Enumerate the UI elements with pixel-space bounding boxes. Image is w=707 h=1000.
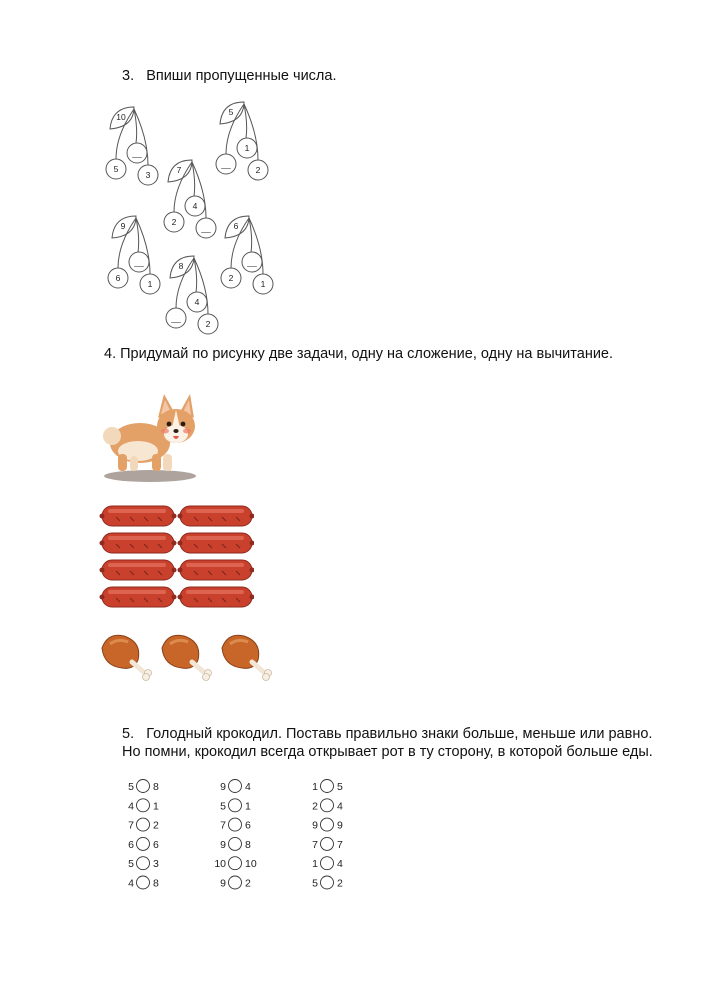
comparison-item <box>128 837 159 851</box>
cherry-leaf-value: 7 <box>176 165 182 175</box>
cherry-circle-value[interactable]: __ <box>201 223 211 233</box>
comparison-sign-circle[interactable] <box>321 799 334 812</box>
comparison-sign-circle[interactable] <box>137 799 150 812</box>
comparison-right-number: 7 <box>337 838 343 851</box>
comparison-item <box>128 780 159 794</box>
comparison-sign-circle[interactable] <box>137 818 150 831</box>
comparison-sign-circle[interactable] <box>229 818 242 831</box>
comparison-right-number: 9 <box>337 819 343 832</box>
comparison-right-number: 8 <box>153 781 159 793</box>
comparison-item <box>220 818 251 832</box>
comparison-right-number: 8 <box>245 838 251 851</box>
cherry-circle-value: 2 <box>171 217 177 227</box>
task-5-line-2: Но помни, крокодил всегда открывает рот в ту сторону, в которой больше еды. <box>122 744 653 760</box>
comparison-left-number: 10 <box>214 858 226 871</box>
task-3-text: Впиши пропущенные числа. <box>146 68 337 84</box>
comparison-left-number: 7 <box>220 819 226 832</box>
comparison-left-number: 9 <box>220 877 226 890</box>
comparison-right-number: 1 <box>245 800 251 813</box>
comparison-right-number: 3 <box>153 858 159 871</box>
cherry-circle-value[interactable]: __ <box>134 257 144 267</box>
cherry-circle-value: 4 <box>194 297 200 307</box>
comparison-left-number: 5 <box>128 858 134 871</box>
cherry-circle-value: 2 <box>205 319 211 329</box>
comparison-left-number: 7 <box>128 819 134 832</box>
comparison-left-number: 1 <box>312 781 318 793</box>
comparison-item <box>312 857 343 871</box>
comparison-left-number: 9 <box>220 781 226 793</box>
comparison-item <box>128 818 159 832</box>
comparison-left-number: 6 <box>128 838 134 851</box>
comparison-sign-circle[interactable] <box>229 857 242 870</box>
comparison-sign-circle[interactable] <box>321 780 334 793</box>
comparison-item <box>312 799 343 813</box>
comparison-sign-circle[interactable] <box>321 837 334 850</box>
comparison-left-number: 5 <box>312 877 318 890</box>
comparison-item <box>312 876 343 890</box>
comparison-item <box>220 780 251 794</box>
cherry-circle-value[interactable]: __ <box>247 257 257 267</box>
comparison-item <box>214 857 257 871</box>
comparison-item <box>220 799 251 813</box>
cherry-leaf-value: 5 <box>228 107 234 117</box>
comparison-item <box>128 857 159 871</box>
comparison-left-number: 2 <box>312 800 318 813</box>
comparison-item <box>312 818 343 832</box>
comparison-right-number: 10 <box>245 858 257 871</box>
comparison-right-number: 8 <box>153 877 159 890</box>
cherry-circle-value: 1 <box>147 279 153 289</box>
comparison-right-number: 2 <box>337 877 343 890</box>
comparison-sign-circle[interactable] <box>229 876 242 889</box>
task-5-line-1: Голодный крокодил. Поставь правильно знаки больше, меньше или равно. <box>146 726 653 742</box>
cherry-circle-value[interactable]: __ <box>221 159 231 169</box>
comparison-right-number: 6 <box>245 819 251 832</box>
comparison-item <box>312 837 343 851</box>
cherry-circle-value: 4 <box>192 201 198 211</box>
comparison-sign-circle[interactable] <box>229 780 242 793</box>
comparison-item <box>312 780 343 794</box>
comparison-sign-circle[interactable] <box>321 818 334 831</box>
cherry-leaf-value: 9 <box>120 221 126 231</box>
comparison-left-number: 1 <box>312 858 318 871</box>
comparison-right-number: 2 <box>245 877 251 890</box>
comparison-left-number: 9 <box>220 838 226 851</box>
task-3-number: 3. <box>122 68 135 84</box>
comparison-right-number: 2 <box>153 819 159 832</box>
comparison-item <box>220 837 251 851</box>
comparison-sign-circle[interactable] <box>137 857 150 870</box>
cherry-circle-value[interactable]: __ <box>171 313 181 323</box>
comparison-item <box>128 876 159 890</box>
comparison-sign-circle[interactable] <box>229 837 242 850</box>
task-4-heading: 4. Придумай по рисунку две задачи, одну на сложение, одну на вычитание. <box>104 346 614 362</box>
cherry-circle-value: 3 <box>145 170 151 180</box>
comparison-right-number: 4 <box>245 781 251 793</box>
cherry-circle-value: 2 <box>255 165 261 175</box>
comparison-sign-circle[interactable] <box>137 837 150 850</box>
cherry-circle-value: 1 <box>244 143 250 153</box>
comparison-right-number: 1 <box>153 800 159 813</box>
comparison-sign-circle[interactable] <box>229 799 242 812</box>
task-5-number: 5. <box>122 726 135 742</box>
comparison-left-number: 9 <box>312 819 318 832</box>
comparison-left-number: 4 <box>128 877 134 890</box>
cherry-leaf-value: 10 <box>116 112 126 122</box>
comparison-sign-circle[interactable] <box>321 876 334 889</box>
cherry-circle-value: 6 <box>115 273 121 283</box>
comparison-right-number: 4 <box>337 858 343 871</box>
comparison-left-number: 5 <box>220 800 226 813</box>
cherry-circle-value: 5 <box>113 164 119 174</box>
comparison-item <box>220 876 251 890</box>
comparison-sign-circle[interactable] <box>321 857 334 870</box>
comparison-right-number: 4 <box>337 800 343 813</box>
cherry-leaf-value: 8 <box>178 261 184 271</box>
cherry-leaf-value: 6 <box>233 221 239 231</box>
comparison-item <box>128 799 159 813</box>
cherry-circle-value: 1 <box>260 279 266 289</box>
comparison-left-number: 5 <box>128 781 134 793</box>
comparison-left-number: 7 <box>312 838 318 851</box>
comparison-sign-circle[interactable] <box>137 780 150 793</box>
cherry-circle-value: 2 <box>228 273 234 283</box>
comparison-sign-circle[interactable] <box>137 876 150 889</box>
comparison-right-number: 6 <box>153 838 159 851</box>
cherry-circle-value[interactable]: __ <box>132 148 142 158</box>
comparison-right-number: 5 <box>337 781 343 793</box>
comparison-left-number: 4 <box>128 800 134 813</box>
